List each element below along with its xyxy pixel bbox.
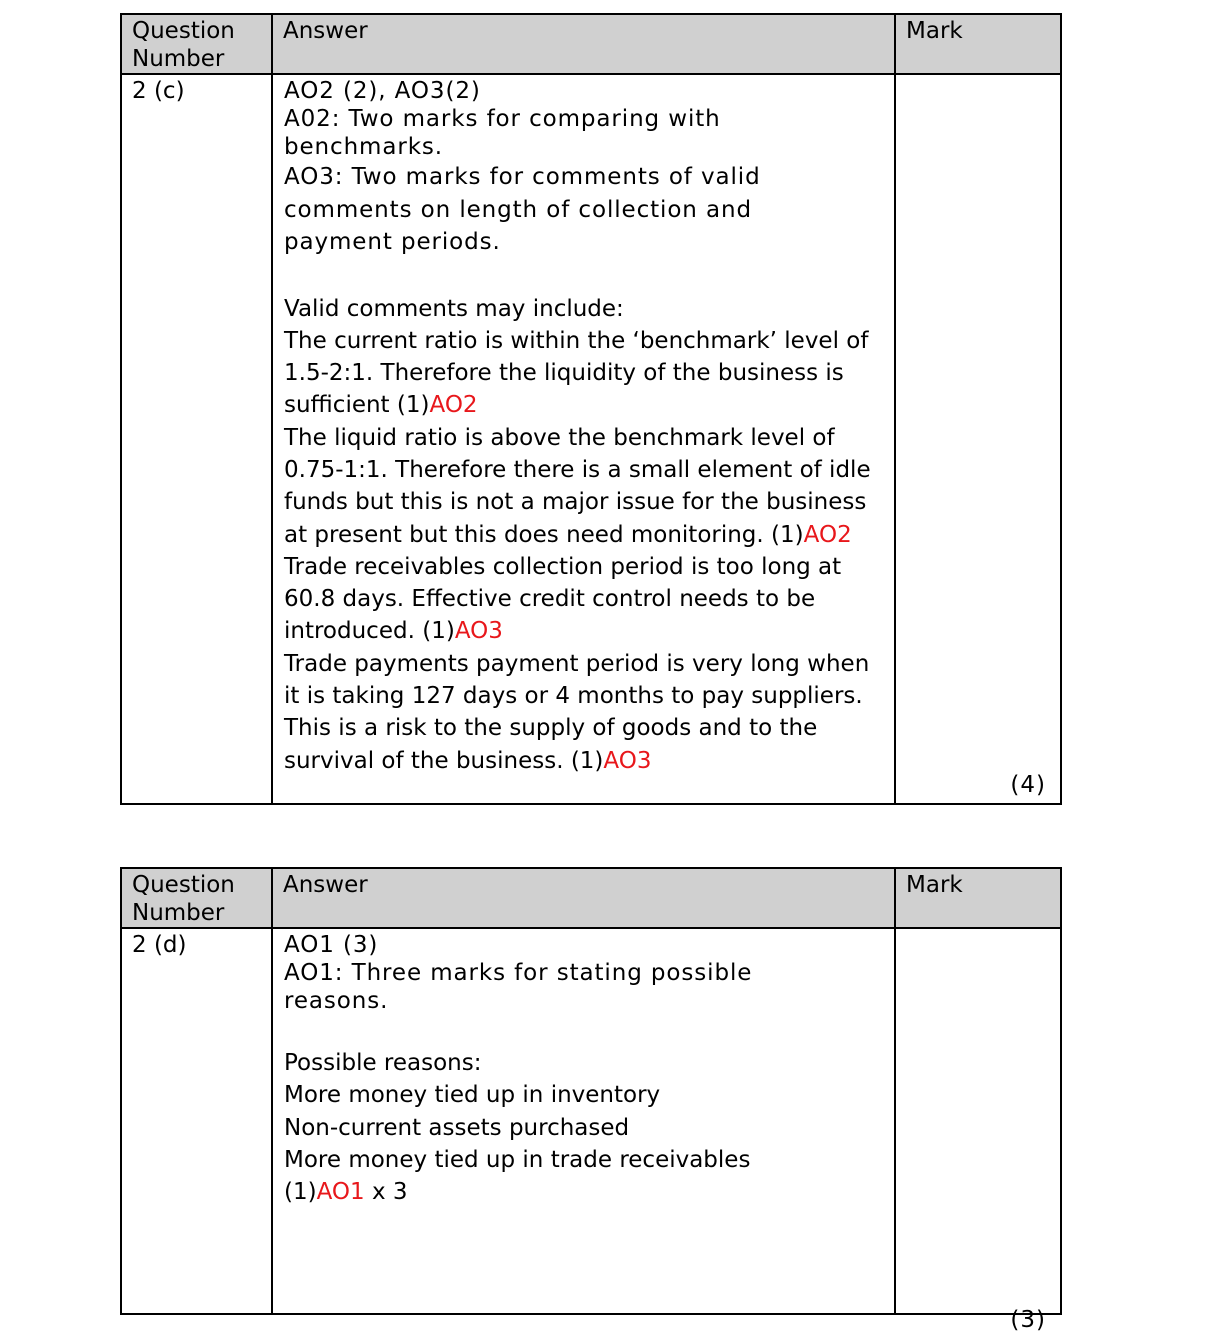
table-row [121, 928, 1061, 1314]
mark-cell [895, 928, 1061, 1333]
comment-score: (1) [422, 618, 455, 645]
criteria-ao2: A02: Two marks for comparing with benchmarks. [284, 106, 721, 160]
table-header-row [121, 868, 1061, 928]
ao-summary: AO1 (3) [284, 932, 379, 958]
mark-cell [895, 74, 1061, 804]
mark-value: (4) [1010, 772, 1046, 798]
ao-tag: AO1 [316, 1179, 365, 1206]
comment-score: (1) [771, 521, 804, 548]
header-answer-cell [272, 868, 895, 928]
reason-item: Non-current assets purchased [284, 1114, 630, 1141]
header-mark-cell [895, 14, 1061, 74]
header-question-number: Question Number [132, 872, 235, 926]
ao-tag: AO3 [454, 618, 503, 645]
table-row [121, 74, 1061, 804]
comment-text: Trade payments payment period is very long when it is taking 127 days or 4 months to pay suppliers. This is a risk to the supply of goods and to the survival of the business. [284, 650, 870, 774]
reason-item: More money tied up in inventory [284, 1082, 661, 1109]
header-question-number-cell [121, 868, 272, 928]
answer-cell [272, 928, 895, 1314]
comment-score: (1) [570, 747, 604, 774]
question-number-cell [121, 928, 272, 1314]
comment-text: The current ratio is within the ‘benchmark’ level of 1.5-2:1. Therefore the liquidity of the business is sufficient [284, 327, 869, 419]
header-mark: Mark [906, 872, 963, 898]
comment-current-ratio [284, 325, 886, 422]
ao-summary: AO2 (2), AO3(2) [284, 78, 481, 104]
ao-tag: AO3 [603, 747, 652, 774]
comment-score: (1) [396, 392, 430, 419]
ao-tag: AO2 [429, 392, 478, 419]
mark-value: (3) [1010, 1307, 1046, 1333]
header-mark-cell [895, 868, 1061, 928]
answer-cell [272, 74, 895, 804]
comment-text: The liquid ratio is above the benchmark level of 0.75-1:1. Therefore there is a small element of idle funds but this is not a major issue for the business at present but this does need monitoring. [284, 424, 871, 548]
table-header-row [121, 14, 1061, 74]
possible-reasons-intro: Possible reasons: [284, 1050, 482, 1076]
criteria-ao1: AO1: Three marks for stating possible reasons. [284, 960, 753, 1014]
reason-score: (1) [284, 1179, 317, 1206]
header-question-number: Question Number [132, 18, 235, 72]
mark-scheme-table-2c [120, 13, 1062, 805]
question-number: 2 (c) [132, 78, 185, 104]
comment-liquid-ratio [284, 422, 886, 551]
comment-payment-period [284, 648, 886, 777]
question-number-cell [121, 74, 272, 804]
reason-score-line [284, 1176, 886, 1208]
header-answer: Answer [283, 18, 368, 44]
valid-comments-intro: Valid comments may include: [284, 295, 624, 322]
reason-item: More money tied up in trade receivables [284, 1146, 751, 1173]
ao-tag: AO2 [803, 521, 852, 548]
header-answer: Answer [283, 872, 368, 898]
header-mark: Mark [906, 18, 963, 44]
header-question-number-cell [121, 14, 272, 74]
criteria-ao3: AO3: Two marks for comments of valid comments on length of collection and payment periods. [284, 164, 761, 255]
comment-receivables-period [284, 551, 886, 648]
score-multiplier: x 3 [371, 1179, 408, 1206]
comment-text: Trade receivables collection period is too long at 60.8 days. Effective credit control needs to be introduced. [284, 553, 842, 645]
mark-scheme-table-2d [120, 867, 1062, 1333]
question-number: 2 (d) [132, 932, 187, 958]
header-answer-cell [272, 14, 895, 74]
